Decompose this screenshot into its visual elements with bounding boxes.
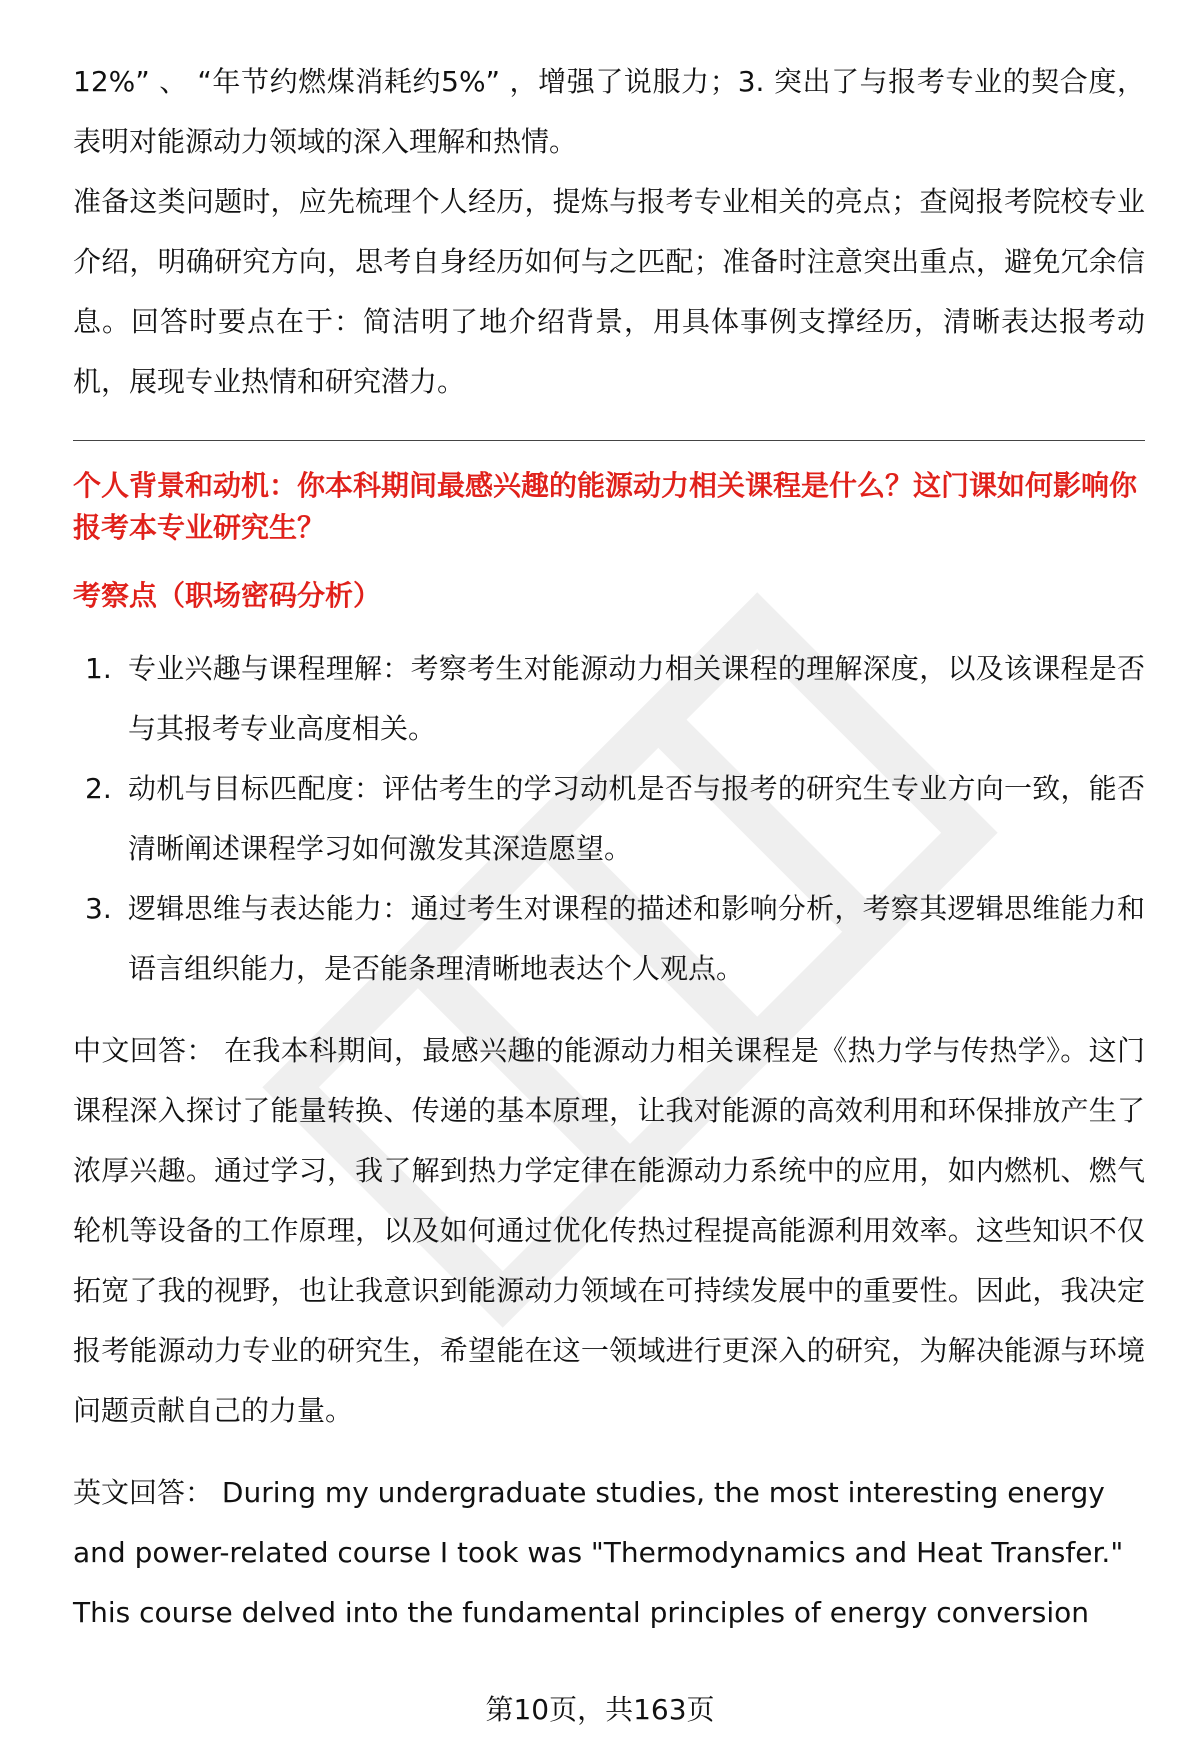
list-item bbox=[73, 639, 1145, 759]
analysis-points-list bbox=[73, 639, 1145, 999]
english-answer: 英文回答： During my undergraduate studies, the most interesting energy and power-related course I took was "Thermodynamics and Heat Transfer." This course delved into the fundamental principles of energy conversion bbox=[73, 1476, 1124, 1629]
list-item-number: 2. bbox=[85, 772, 112, 805]
intro-paragraph-2: 准备这类问题时，应先梳理个人经历，提炼与报考专业相关的亮点；查阅报考院校专业介绍，明确研究方向，思考自身经历如何与之匹配；准备时注意突出重点，避免冗余信息。回答时要点在于：简洁明了地介绍背景，用具体事例支撑经历，清晰表达报考动机，展现专业热情和研究潜力。 bbox=[73, 185, 1145, 398]
section-divider bbox=[73, 440, 1145, 441]
list-item-number: 3. bbox=[85, 892, 112, 925]
list-item bbox=[73, 759, 1145, 879]
list-item-text: 专业兴趣与课程理解：考察考生对能源动力相关课程的理解深度，以及该课程是否与其报考专业高度相关。 bbox=[128, 652, 1145, 745]
intro-paragraph-1: 12%” 、 “年节约燃煤消耗约5%” ，增强了说服力；3. 突出了与报考专业的契合度，表明对能源动力领域的深入理解和热情。 bbox=[73, 65, 1145, 158]
question-title: 个人背景和动机：你本科期间最感兴趣的能源动力相关课程是什么？这门课如何影响你报考本专业研究生？ bbox=[73, 469, 1138, 544]
page-content bbox=[73, 52, 1145, 1643]
analysis-heading: 考察点（职场密码分析） bbox=[73, 579, 382, 612]
list-item-text: 动机与目标匹配度：评估考生的学习动机是否与报考的研究生专业方向一致，能否清晰阐述课程学习如何激发其深造愿望。 bbox=[128, 772, 1145, 865]
list-item-number: 1. bbox=[85, 652, 112, 685]
list-item bbox=[73, 879, 1145, 999]
chinese-answer: 中文回答： 在我本科期间，最感兴趣的能源动力相关课程是《热力学与传热学》。这门课程深入探讨了能量转换、传递的基本原理，让我对能源的高效利用和环保排放产生了浓厚兴趣。通过学习，我了解到热力学定律在能源动力系统中的应用，如内燃机、燃气轮机等设备的工作原理，以及如何通过优化传热过程提高能源利用效率。这些知识不仅拓宽了我的视野，也让我意识到能源动力领域在可持续发展中的重要性。因此，我决定报考能源动力专业的研究生，希望能在这一领域进行更深入的研究，为解决能源与环境问题贡献自己的力量。 bbox=[73, 1034, 1145, 1427]
list-item-text: 逻辑思维与表达能力：通过考生对课程的描述和影响分析，考察其逻辑思维能力和语言组织能力，是否能条理清晰地表达个人观点。 bbox=[128, 892, 1145, 985]
page-number: 第10页，共163页 bbox=[485, 1693, 715, 1726]
